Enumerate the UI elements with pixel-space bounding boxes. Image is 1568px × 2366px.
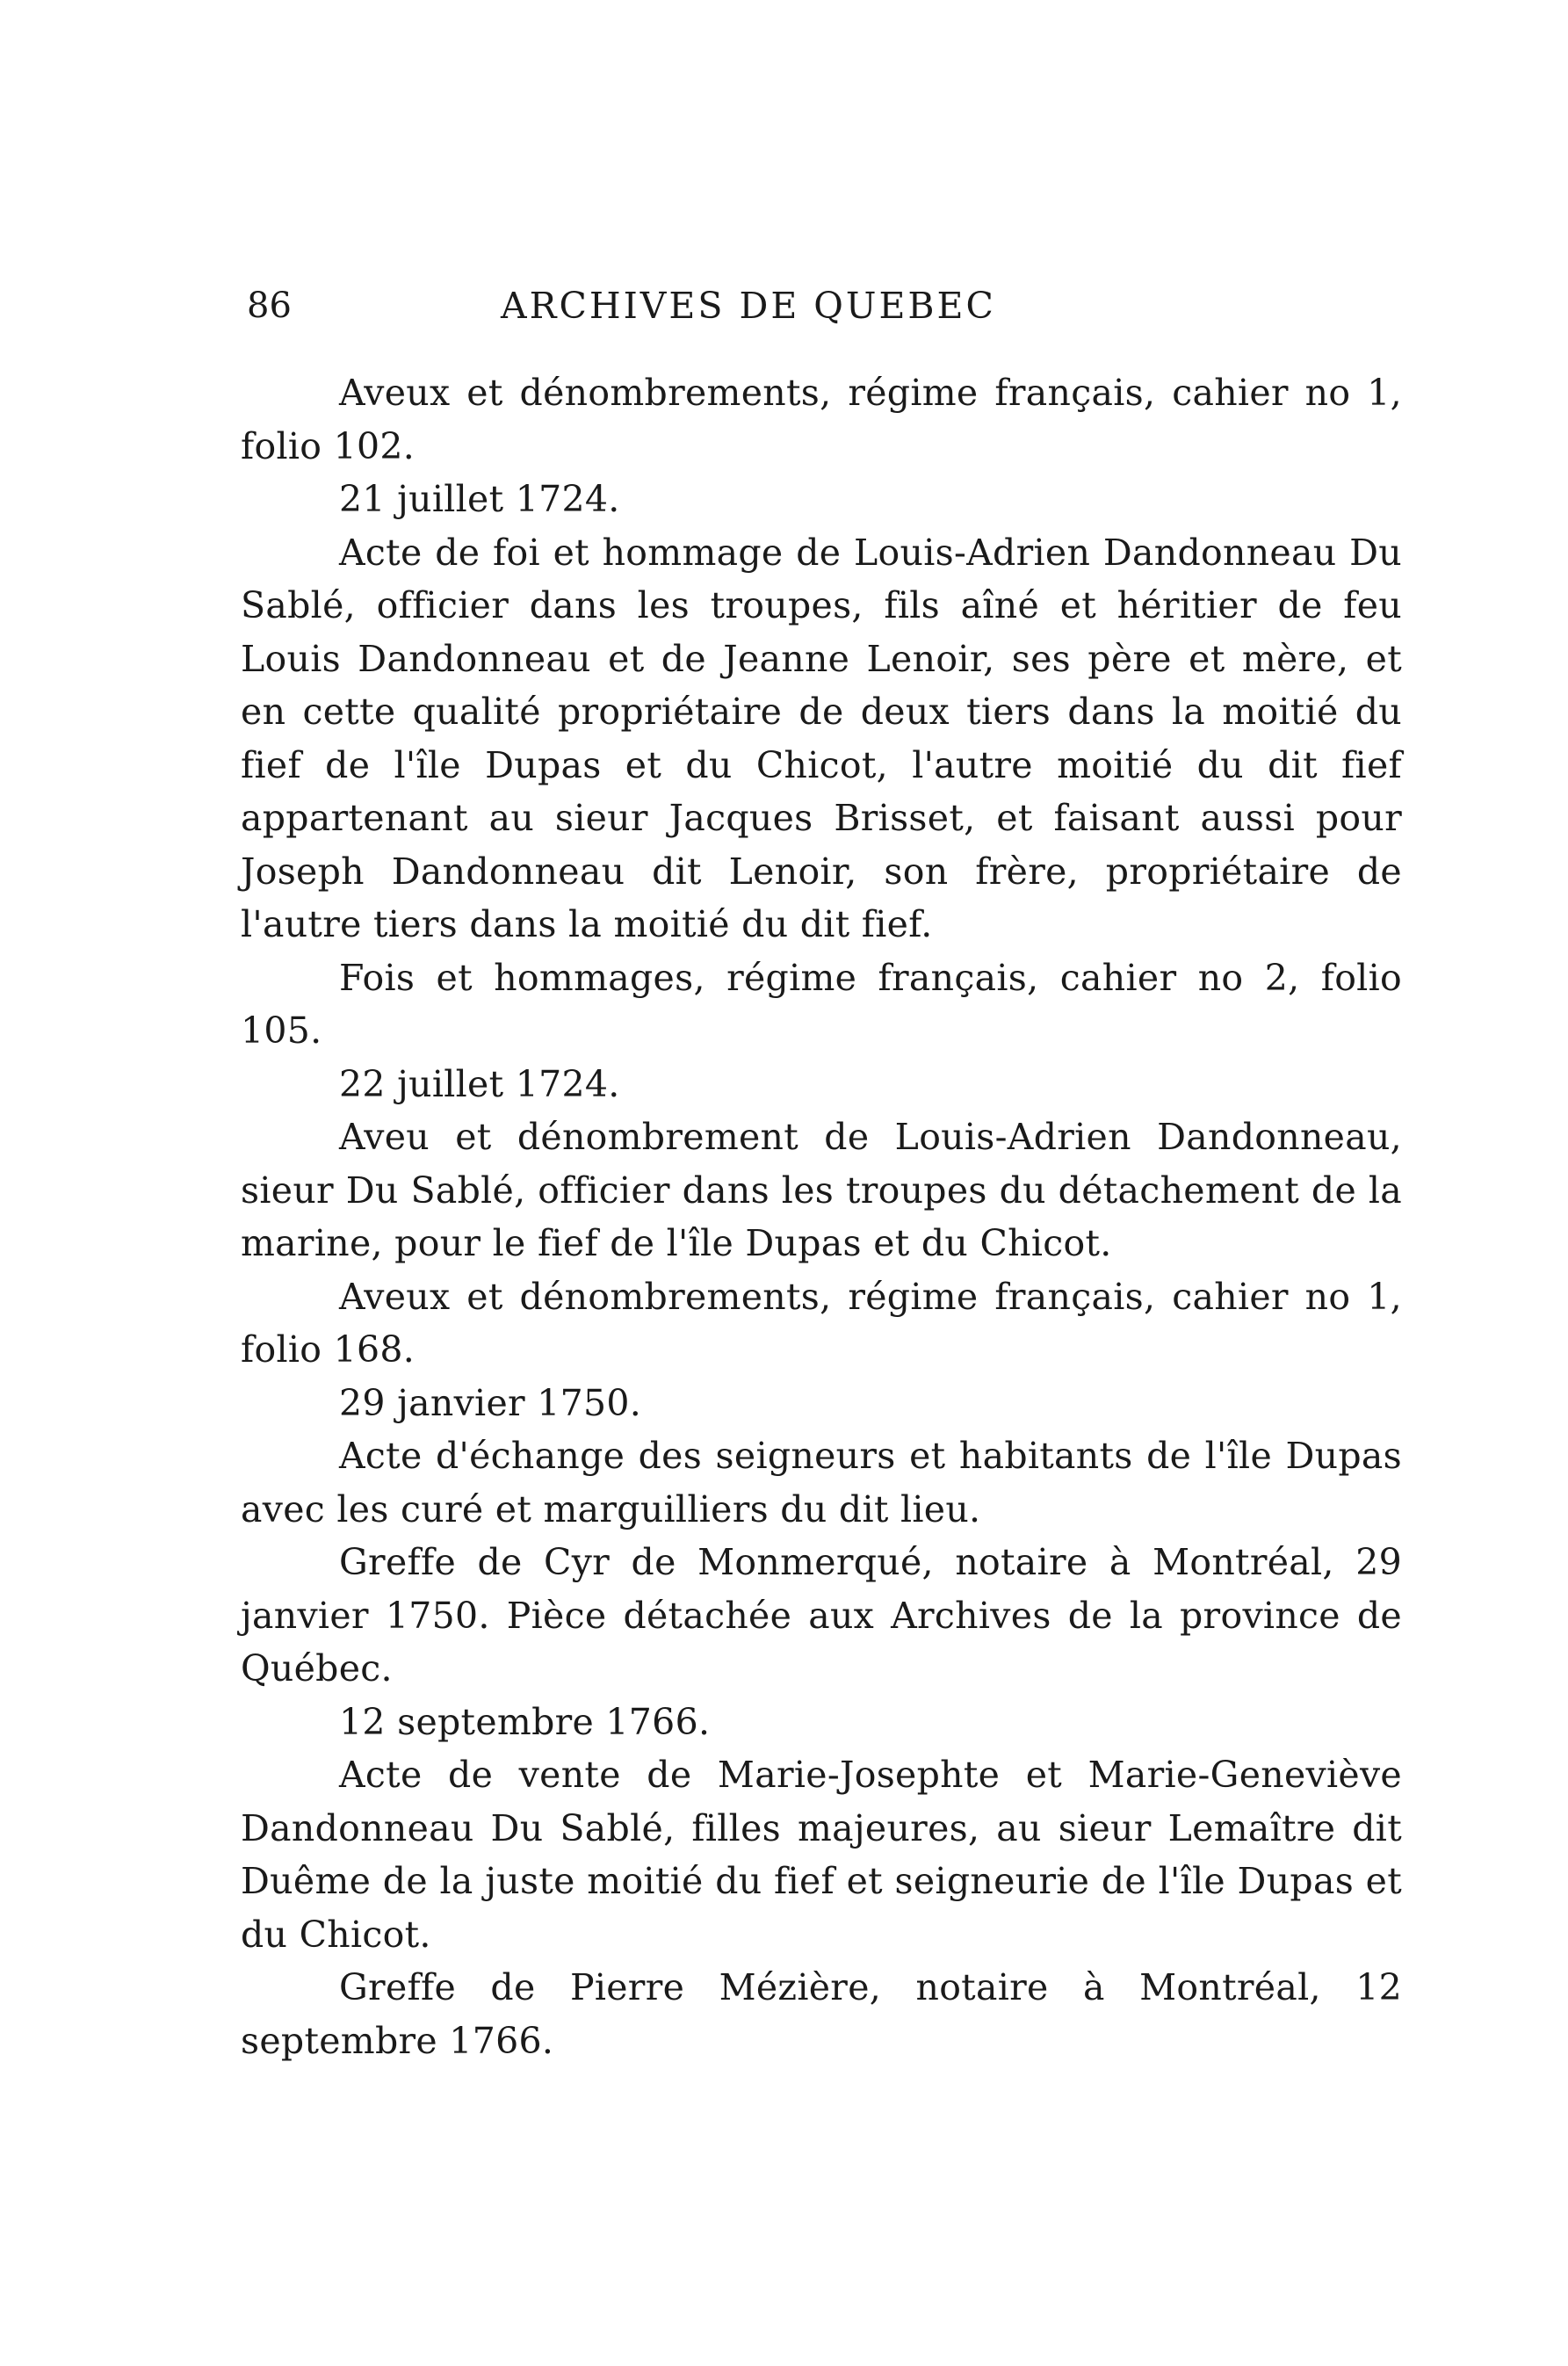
paragraph-greffe-monmerque: Greffe de Cyr de Monmerqué, notaire à Montréal, 29 janvier 1750. Pièce détachée aux Archives de la province de Québec. [241,1541,1402,1689]
page-header [247,279,1389,332]
paragraph-aveu-denombrement: Aveu et dénombrement de Louis-Adrien Dandonneau, sieur Du Sablé, officier dans les troupes du détachement de la marine, pour le fief de l'île Dupas et du Chicot. [241,1116,1402,1264]
paragraph-date-21-juillet-1724: 21 juillet 1724. [339,478,620,520]
running-title: ARCHIVES DE QUEBEC [501,285,996,327]
page-number: 86 [247,286,292,326]
paragraph-aveux-citation-2: Aveux et dénombrements, régime français, cahier no 1, folio 168. [241,1275,1402,1371]
paragraph-aveux-citation-1: Aveux et dénombrements, régime français, cahier no 1, folio 102. [241,372,1402,467]
paragraph-acte-echange: Acte d'échange des seigneurs et habitants de l'île Dupas avec les curé et marguilliers du dit lieu. [241,1435,1402,1530]
paragraph-acte-vente: Acte de vente de Marie-Josephte et Marie-Geneviève Dandonneau Du Sablé, filles majeures, au sieur Lemaître dit Duême de la juste moitié du fief et seigneurie de l'île Dupas et du Chicot. [241,1754,1402,1956]
paragraph-date-29-janvier-1750: 29 janvier 1750. [339,1381,642,1424]
paragraph-acte-foi-hommage: Acte de foi et hommage de Louis-Adrien Dandonneau Du Sablé, officier dans les troupes, fils aîné et héritier de feu Louis Dandonneau et de Jeanne Lenoir, ses père et mère, et en cette qualité propriétaire de deux tiers dans la moitié du fief de l'île Dupas et du Chicot, l'autre moitié du dit fief appartenant au sieur Jacques Brisset, et faisant aussi pour Joseph Dandonneau dit Lenoir, son frère, propriétaire de l'autre tiers dans la moitié du dit fief. [241,531,1402,945]
paragraph-date-12-septembre-1766: 12 septembre 1766. [339,1700,711,1743]
body-text [241,366,1402,2067]
paragraph-greffe-meziere: Greffe de Pierre Mézière, notaire à Montréal, 12 septembre 1766. [241,1966,1402,2062]
paragraph-date-22-juillet-1724: 22 juillet 1724. [339,1062,620,1105]
paragraph-fois-hommages-citation: Fois et hommages, régime français, cahier no 2, folio 105. [241,956,1402,1052]
